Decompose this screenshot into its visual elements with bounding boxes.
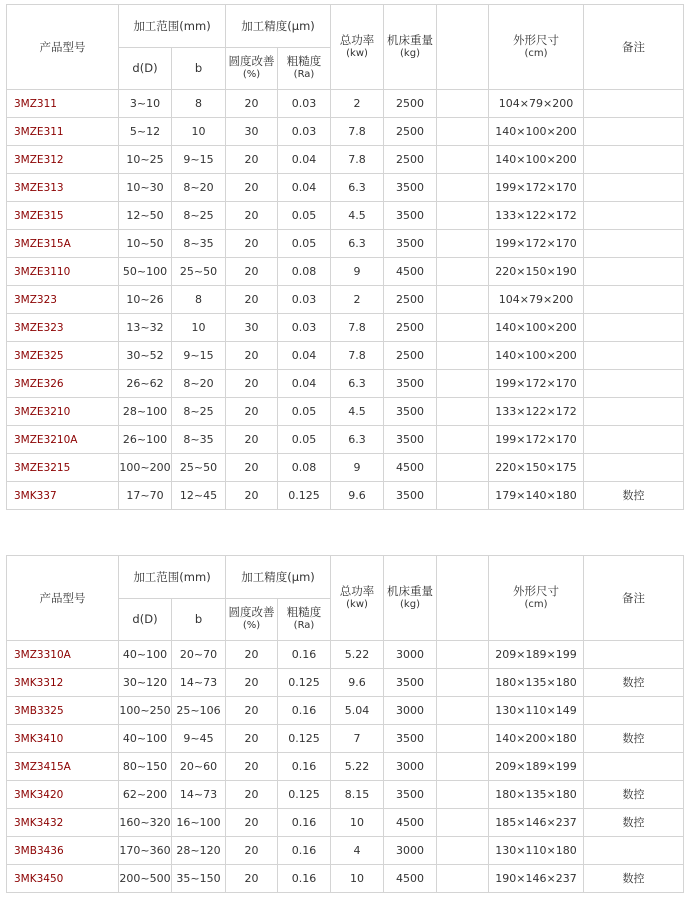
blank-cell (437, 865, 489, 893)
remark-header: 备注 (584, 556, 684, 641)
roundness-cell: 20 (226, 809, 278, 837)
roughness-cell: 0.16 (278, 697, 331, 725)
table-row (7, 342, 684, 370)
power-cell: 5.22 (331, 753, 384, 781)
model-cell: 3MZ311 (7, 90, 119, 118)
weight-cell: 3500 (384, 202, 437, 230)
b-cell: 12~45 (172, 482, 226, 510)
model-cell: 3MZE315 (7, 202, 119, 230)
b-cell: 10 (172, 314, 226, 342)
weight-cell: 3500 (384, 370, 437, 398)
b-cell: 8~35 (172, 230, 226, 258)
remark-cell: 数控 (584, 809, 684, 837)
weight-cell: 3500 (384, 230, 437, 258)
d-cell: 3~10 (119, 90, 172, 118)
b-cell: 28~120 (172, 837, 226, 865)
power-cell: 7.8 (331, 342, 384, 370)
d-cell: 12~50 (119, 202, 172, 230)
d-cell: 26~62 (119, 370, 172, 398)
model-cell: 3MB3436 (7, 837, 119, 865)
table-row (7, 426, 684, 454)
dimensions-cell: 140×100×200 (489, 146, 584, 174)
table-row (7, 865, 684, 893)
precision-header: 加工精度(μm) (226, 556, 331, 599)
blank-cell (437, 837, 489, 865)
blank-cell (437, 781, 489, 809)
weight-cell: 2500 (384, 286, 437, 314)
weight-cell: 3500 (384, 426, 437, 454)
remark-cell (584, 118, 684, 146)
table-row (7, 454, 684, 482)
table-row (7, 118, 684, 146)
roughness-cell: 0.125 (278, 669, 331, 697)
roughness-header: 粗糙度 (Ra) (278, 598, 331, 641)
power-cell: 9 (331, 454, 384, 482)
b-cell: 25~50 (172, 454, 226, 482)
weight-cell: 3500 (384, 725, 437, 753)
roundness-cell: 20 (226, 781, 278, 809)
table-row (7, 482, 684, 510)
dimensions-cell: 190×146×237 (489, 865, 584, 893)
model-cell: 3MZE3210 (7, 398, 119, 426)
remark-cell: 数控 (584, 482, 684, 510)
model-cell: 3MZ3415A (7, 753, 119, 781)
model-cell: 3MK3410 (7, 725, 119, 753)
model-cell: 3MZE313 (7, 174, 119, 202)
table-row (7, 669, 684, 697)
table-row (7, 314, 684, 342)
b-cell: 8~25 (172, 398, 226, 426)
roughness-cell: 0.16 (278, 837, 331, 865)
dimensions-header: 外形尺寸 (cm) (489, 556, 584, 641)
table-row (7, 781, 684, 809)
d-cell: 160~320 (119, 809, 172, 837)
blank-cell (437, 230, 489, 258)
remark-cell (584, 454, 684, 482)
table-row (7, 230, 684, 258)
power-cell: 4.5 (331, 202, 384, 230)
roughness-cell: 0.125 (278, 725, 331, 753)
b-cell: 8~35 (172, 426, 226, 454)
table-row (7, 753, 684, 781)
remark-header: 备注 (584, 5, 684, 90)
roughness-cell: 0.08 (278, 258, 331, 286)
remark-cell (584, 342, 684, 370)
roughness-cell: 0.03 (278, 118, 331, 146)
header-row-top (7, 5, 684, 48)
roundness-cell: 20 (226, 669, 278, 697)
dimensions-cell: 199×172×170 (489, 230, 584, 258)
power-header: 总功率 (kw) (331, 5, 384, 90)
dimensions-cell: 180×135×180 (489, 781, 584, 809)
roundness-cell: 20 (226, 725, 278, 753)
roundness-cell: 20 (226, 641, 278, 669)
remark-cell (584, 146, 684, 174)
power-cell: 5.04 (331, 697, 384, 725)
dimensions-cell: 185×146×237 (489, 809, 584, 837)
remark-cell (584, 230, 684, 258)
roughness-cell: 0.16 (278, 753, 331, 781)
d-cell: 26~100 (119, 426, 172, 454)
remark-cell (584, 286, 684, 314)
roundness-cell: 20 (226, 426, 278, 454)
b-cell: 9~15 (172, 146, 226, 174)
weight-header: 机床重量 (kg) (384, 556, 437, 641)
b-cell: 25~106 (172, 697, 226, 725)
roundness-cell: 20 (226, 697, 278, 725)
blank-cell (437, 202, 489, 230)
b-cell: 9~45 (172, 725, 226, 753)
remark-cell (584, 314, 684, 342)
weight-cell: 3500 (384, 781, 437, 809)
roundness-cell: 20 (226, 837, 278, 865)
b-cell: 14~73 (172, 669, 226, 697)
roughness-cell: 0.05 (278, 426, 331, 454)
power-header: 总功率 (kw) (331, 556, 384, 641)
roundness-header: 圆度改善 (%) (226, 598, 278, 641)
blank-header (437, 5, 489, 90)
table-row (7, 837, 684, 865)
power-cell: 9.6 (331, 482, 384, 510)
model-cell: 3MZE325 (7, 342, 119, 370)
roundness-cell: 20 (226, 230, 278, 258)
weight-cell: 3000 (384, 753, 437, 781)
model-header: 产品型号 (7, 5, 119, 90)
b-cell: 8 (172, 90, 226, 118)
remark-cell (584, 90, 684, 118)
b-cell: 20~70 (172, 641, 226, 669)
b-header: b (172, 598, 226, 641)
roughness-cell: 0.04 (278, 174, 331, 202)
blank-cell (437, 426, 489, 454)
roughness-cell: 0.05 (278, 230, 331, 258)
blank-cell (437, 314, 489, 342)
power-cell: 7 (331, 725, 384, 753)
spec-table-1 (6, 4, 684, 510)
remark-cell (584, 837, 684, 865)
dimensions-cell: 140×200×180 (489, 725, 584, 753)
model-cell: 3MZE311 (7, 118, 119, 146)
remark-cell (584, 202, 684, 230)
roundness-cell: 20 (226, 202, 278, 230)
remark-cell (584, 370, 684, 398)
roundness-cell: 20 (226, 286, 278, 314)
d-cell: 30~52 (119, 342, 172, 370)
model-cell: 3MK3312 (7, 669, 119, 697)
d-cell: 28~100 (119, 398, 172, 426)
roundness-cell: 20 (226, 342, 278, 370)
roundness-cell: 20 (226, 753, 278, 781)
table-row (7, 174, 684, 202)
d-cell: 100~250 (119, 697, 172, 725)
blank-cell (437, 146, 489, 174)
table-row (7, 809, 684, 837)
roughness-cell: 0.03 (278, 90, 331, 118)
roundness-cell: 20 (226, 174, 278, 202)
b-header: b (172, 47, 226, 90)
dimensions-cell: 130×110×149 (489, 697, 584, 725)
roundness-cell: 20 (226, 865, 278, 893)
d-cell: 17~70 (119, 482, 172, 510)
table-row (7, 258, 684, 286)
blank-cell (437, 118, 489, 146)
model-cell: 3MK337 (7, 482, 119, 510)
weight-cell: 4500 (384, 809, 437, 837)
blank-cell (437, 809, 489, 837)
d-cell: 100~200 (119, 454, 172, 482)
weight-cell: 2500 (384, 314, 437, 342)
weight-cell: 4500 (384, 454, 437, 482)
dimensions-header: 外形尺寸 (cm) (489, 5, 584, 90)
blank-cell (437, 342, 489, 370)
roughness-cell: 0.04 (278, 370, 331, 398)
weight-cell: 3000 (384, 837, 437, 865)
d-cell: 200~500 (119, 865, 172, 893)
model-cell: 3MB3325 (7, 697, 119, 725)
blank-cell (437, 454, 489, 482)
weight-cell: 4500 (384, 258, 437, 286)
d-cell: 40~100 (119, 641, 172, 669)
weight-cell: 3500 (384, 174, 437, 202)
dimensions-cell: 220×150×190 (489, 258, 584, 286)
model-cell: 3MZE3110 (7, 258, 119, 286)
roughness-cell: 0.05 (278, 398, 331, 426)
model-header: 产品型号 (7, 556, 119, 641)
b-cell: 8 (172, 286, 226, 314)
model-cell: 3MZE312 (7, 146, 119, 174)
blank-cell (437, 258, 489, 286)
dimensions-cell: 104×79×200 (489, 286, 584, 314)
power-cell: 7.8 (331, 314, 384, 342)
dimensions-cell: 133×122×172 (489, 202, 584, 230)
remark-cell (584, 398, 684, 426)
remark-cell (584, 641, 684, 669)
dimensions-cell: 199×172×170 (489, 370, 584, 398)
remark-cell (584, 426, 684, 454)
d-cell: 5~12 (119, 118, 172, 146)
roughness-cell: 0.08 (278, 454, 331, 482)
roundness-cell: 20 (226, 454, 278, 482)
d-cell: 13~32 (119, 314, 172, 342)
roundness-cell: 20 (226, 482, 278, 510)
blank-cell (437, 482, 489, 510)
table-row (7, 286, 684, 314)
remark-cell (584, 174, 684, 202)
roundness-cell: 30 (226, 118, 278, 146)
power-cell: 6.3 (331, 370, 384, 398)
roundness-cell: 20 (226, 90, 278, 118)
power-cell: 9.6 (331, 669, 384, 697)
roughness-cell: 0.16 (278, 809, 331, 837)
weight-cell: 2500 (384, 342, 437, 370)
power-cell: 7.8 (331, 146, 384, 174)
roundness-header: 圆度改善 (%) (226, 47, 278, 90)
dimensions-cell: 209×189×199 (489, 753, 584, 781)
power-cell: 9 (331, 258, 384, 286)
d-cell: 10~50 (119, 230, 172, 258)
roundness-cell: 20 (226, 370, 278, 398)
power-cell: 6.3 (331, 174, 384, 202)
power-cell: 4 (331, 837, 384, 865)
remark-cell: 数控 (584, 669, 684, 697)
model-cell: 3MZE315A (7, 230, 119, 258)
power-cell: 10 (331, 809, 384, 837)
dimensions-cell: 140×100×200 (489, 314, 584, 342)
d-cell: 62~200 (119, 781, 172, 809)
b-cell: 14~73 (172, 781, 226, 809)
blank-header (437, 556, 489, 641)
weight-cell: 2500 (384, 118, 437, 146)
model-cell: 3MK3450 (7, 865, 119, 893)
d-header: d(D) (119, 47, 172, 90)
dimensions-cell: 199×172×170 (489, 174, 584, 202)
roughness-cell: 0.05 (278, 202, 331, 230)
table-row (7, 725, 684, 753)
power-cell: 2 (331, 90, 384, 118)
remark-cell (584, 258, 684, 286)
remark-cell (584, 697, 684, 725)
blank-cell (437, 669, 489, 697)
blank-cell (437, 641, 489, 669)
table-row (7, 202, 684, 230)
roundness-cell: 20 (226, 398, 278, 426)
remark-cell: 数控 (584, 781, 684, 809)
power-cell: 6.3 (331, 230, 384, 258)
dimensions-cell: 180×135×180 (489, 669, 584, 697)
b-cell: 16~100 (172, 809, 226, 837)
blank-cell (437, 697, 489, 725)
dimensions-cell: 179×140×180 (489, 482, 584, 510)
power-cell: 2 (331, 286, 384, 314)
range-header: 加工范围(mm) (119, 5, 226, 48)
d-cell: 170~360 (119, 837, 172, 865)
d-cell: 50~100 (119, 258, 172, 286)
roughness-cell: 0.125 (278, 482, 331, 510)
d-cell: 40~100 (119, 725, 172, 753)
model-cell: 3MZE323 (7, 314, 119, 342)
blank-cell (437, 90, 489, 118)
dimensions-cell: 133×122×172 (489, 398, 584, 426)
dimensions-cell: 140×100×200 (489, 118, 584, 146)
weight-cell: 3000 (384, 697, 437, 725)
table-row (7, 641, 684, 669)
weight-cell: 3500 (384, 398, 437, 426)
spec-table-2 (6, 555, 684, 893)
roundness-cell: 20 (226, 146, 278, 174)
d-cell: 80~150 (119, 753, 172, 781)
model-cell: 3MK3432 (7, 809, 119, 837)
blank-cell (437, 753, 489, 781)
b-cell: 20~60 (172, 753, 226, 781)
model-cell: 3MK3420 (7, 781, 119, 809)
dimensions-cell: 104×79×200 (489, 90, 584, 118)
power-cell: 6.3 (331, 426, 384, 454)
power-cell: 5.22 (331, 641, 384, 669)
model-cell: 3MZ3310A (7, 641, 119, 669)
b-cell: 8~25 (172, 202, 226, 230)
table-row (7, 697, 684, 725)
dimensions-cell: 220×150×175 (489, 454, 584, 482)
roundness-cell: 30 (226, 314, 278, 342)
b-cell: 8~20 (172, 370, 226, 398)
b-cell: 35~150 (172, 865, 226, 893)
table-row (7, 370, 684, 398)
power-cell: 8.15 (331, 781, 384, 809)
roughness-cell: 0.16 (278, 865, 331, 893)
table-row (7, 90, 684, 118)
model-cell: 3MZE3210A (7, 426, 119, 454)
model-cell: 3MZ323 (7, 286, 119, 314)
blank-cell (437, 286, 489, 314)
roughness-cell: 0.03 (278, 314, 331, 342)
header-row-top (7, 556, 684, 599)
power-cell: 7.8 (331, 118, 384, 146)
precision-header: 加工精度(μm) (226, 5, 331, 48)
d-header: d(D) (119, 598, 172, 641)
dimensions-cell: 199×172×170 (489, 426, 584, 454)
blank-cell (437, 725, 489, 753)
range-header: 加工范围(mm) (119, 556, 226, 599)
roughness-cell: 0.04 (278, 146, 331, 174)
weight-cell: 3000 (384, 641, 437, 669)
weight-cell: 3500 (384, 482, 437, 510)
b-cell: 10 (172, 118, 226, 146)
d-cell: 30~120 (119, 669, 172, 697)
weight-cell: 2500 (384, 90, 437, 118)
weight-cell: 3500 (384, 669, 437, 697)
b-cell: 9~15 (172, 342, 226, 370)
roundness-cell: 20 (226, 258, 278, 286)
d-cell: 10~26 (119, 286, 172, 314)
b-cell: 8~20 (172, 174, 226, 202)
weight-cell: 2500 (384, 146, 437, 174)
roughness-cell: 0.04 (278, 342, 331, 370)
remark-cell: 数控 (584, 865, 684, 893)
model-cell: 3MZE326 (7, 370, 119, 398)
weight-cell: 4500 (384, 865, 437, 893)
blank-cell (437, 370, 489, 398)
dimensions-cell: 140×100×200 (489, 342, 584, 370)
dimensions-cell: 130×110×180 (489, 837, 584, 865)
power-cell: 10 (331, 865, 384, 893)
roughness-cell: 0.16 (278, 641, 331, 669)
roughness-cell: 0.125 (278, 781, 331, 809)
dimensions-cell: 209×189×199 (489, 641, 584, 669)
b-cell: 25~50 (172, 258, 226, 286)
weight-header: 机床重量 (kg) (384, 5, 437, 90)
table-row (7, 146, 684, 174)
d-cell: 10~25 (119, 146, 172, 174)
roughness-cell: 0.03 (278, 286, 331, 314)
remark-cell: 数控 (584, 725, 684, 753)
blank-cell (437, 398, 489, 426)
table-row (7, 398, 684, 426)
blank-cell (437, 174, 489, 202)
remark-cell (584, 753, 684, 781)
model-cell: 3MZE3215 (7, 454, 119, 482)
d-cell: 10~30 (119, 174, 172, 202)
roughness-header: 粗糙度 (Ra) (278, 47, 331, 90)
power-cell: 4.5 (331, 398, 384, 426)
